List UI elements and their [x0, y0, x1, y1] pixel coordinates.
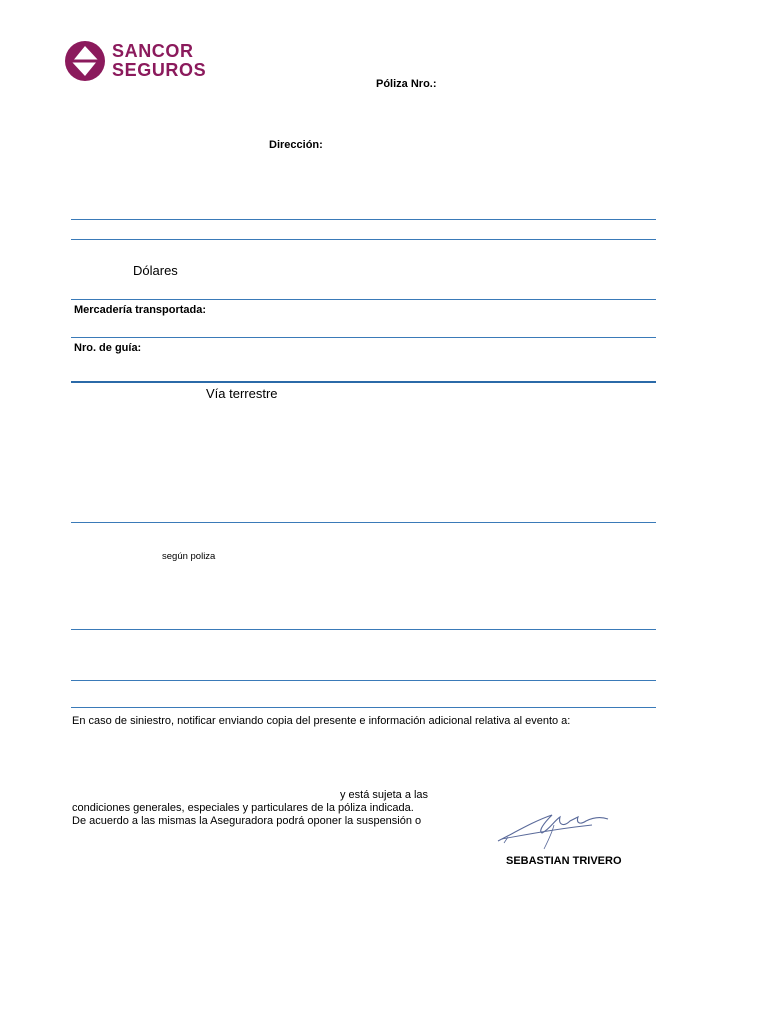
divider-line	[71, 219, 656, 220]
currency-value: Dólares	[133, 263, 178, 278]
address-label: Dirección:	[269, 139, 323, 151]
divider-line	[71, 337, 656, 338]
brand-line-1: SANCOR	[112, 41, 194, 61]
transport-mode-value: Vía terrestre	[206, 386, 278, 401]
handwritten-signature	[494, 803, 614, 853]
claim-notice-text: En caso de siniestro, notificar enviando copia del presente e información adicional relativa al evento a:	[72, 715, 571, 727]
coverage-value: según poliza	[162, 551, 216, 562]
policy-number-label: Póliza Nro.:	[376, 78, 437, 90]
guide-number-label: Nro. de guía:	[74, 342, 142, 354]
sancor-logo-icon	[64, 40, 106, 82]
divider-line	[71, 239, 656, 240]
goods-label: Mercadería transportada:	[74, 304, 207, 316]
divider-line	[71, 707, 656, 708]
brand-line-2: SEGUROS	[112, 60, 207, 80]
terms-line-1: y está sujeta a las	[340, 789, 429, 801]
terms-line-3: De acuerdo a las mismas la Aseguradora podrá oponer la suspensión o	[72, 815, 422, 827]
terms-line-2: condiciones generales, especiales y particulares de la póliza indicada.	[72, 802, 414, 814]
divider-line	[71, 680, 656, 681]
brand-name	[112, 42, 206, 80]
divider-line	[71, 629, 656, 630]
divider-line	[71, 299, 656, 300]
signatory-name: SEBASTIAN TRIVERO	[506, 855, 622, 867]
company-logo	[64, 40, 224, 84]
divider-line	[71, 381, 656, 383]
divider-line	[71, 522, 656, 523]
